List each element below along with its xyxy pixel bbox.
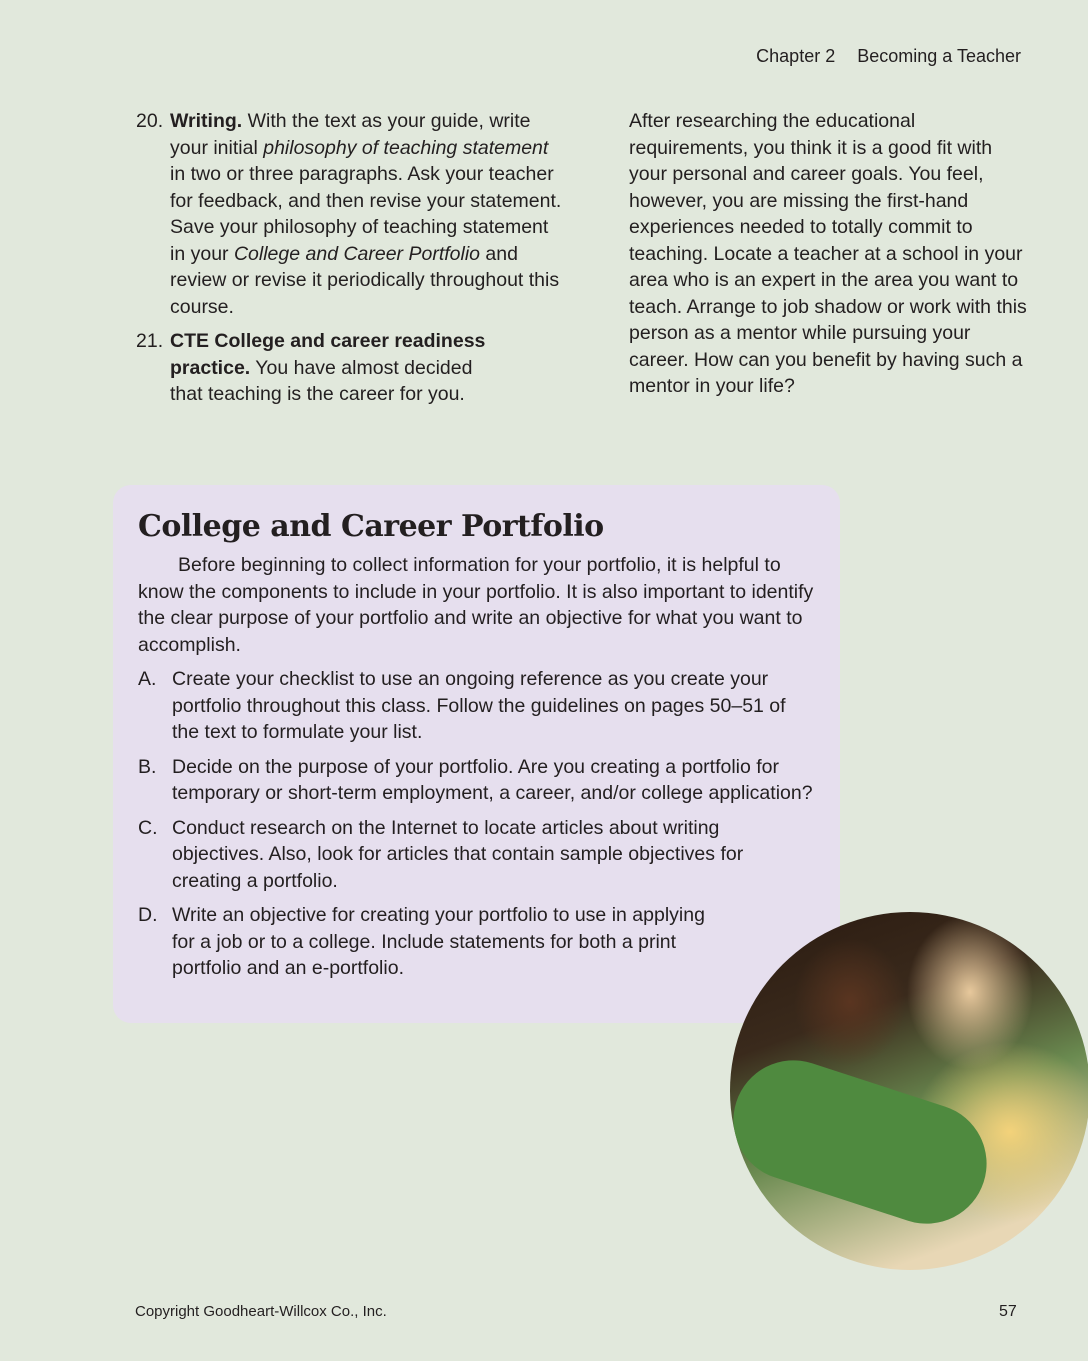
- list-item: [138, 815, 816, 895]
- list-item: [138, 754, 816, 807]
- students-photo: [730, 912, 1088, 1270]
- question-number: 20.: [136, 110, 164, 132]
- question-heading: Writing.: [170, 110, 243, 132]
- text: and review or revise it periodically throughout this course.: [170, 242, 560, 318]
- chapter-title: Becoming a Teacher: [857, 46, 1021, 66]
- portfolio-title: College and Career Portfolio: [138, 509, 604, 544]
- text: With the text as your guide, write your initial: [170, 110, 531, 159]
- copyright: Copyright Goodheart-Willcox Co., Inc.: [135, 1303, 387, 1320]
- portfolio-intro: Before beginning to collect information for your portfolio, it is helpful to know the components to include in your portfolio. It is also important to identify the clear purpose of your portfolio and write an objective for what you want to accomplish.: [138, 554, 814, 656]
- question-heading: CTE College and career readiness practice.: [170, 330, 486, 379]
- question-20: [136, 108, 566, 320]
- list-item: [138, 902, 730, 982]
- page-number: 57: [999, 1303, 1017, 1320]
- list-label: C.: [138, 816, 158, 839]
- question-21: [136, 328, 510, 408]
- list-text: Conduct research on the Internet to locate articles about writing objectives. Also, look for articles that contain sample objectives for creating a portfolio.: [172, 816, 744, 892]
- question-number: 21.: [136, 330, 164, 352]
- running-header: [734, 46, 1021, 67]
- emphasis: philosophy of teaching statement: [263, 136, 549, 159]
- right-column: After researching the educational requirements, you think it is a good fit with your personal and career goals. You feel, however, you are missing the first-hand experiences needed to totally commit to teaching. Locate a teacher at a school in your area who is an expert in the area you want to teach. Arrange to job shadow or work with this person as a mentor while pursuing your career. How can you benefit by having such a mentor in your life?: [629, 110, 1027, 397]
- list-label: B.: [138, 755, 157, 778]
- left-column: [136, 108, 566, 416]
- list-label: A.: [138, 668, 157, 690]
- list-text: Write an objective for creating your portfolio to use in applying for a job or to a college. Include statements for both a print portfolio and an e-portfolio.: [172, 904, 705, 979]
- chapter-label: Chapter 2: [756, 46, 836, 66]
- portfolio-box: [113, 485, 840, 1023]
- list-text: Decide on the purpose of your portfolio. Are you creating a portfolio for temporary or short-term employment, a career, and/or college application?: [172, 755, 813, 804]
- list-label: D.: [138, 904, 158, 926]
- photo-detail: [730, 1045, 1002, 1239]
- list-item: [138, 666, 816, 746]
- list-text: Create your checklist to use an ongoing reference as you create your portfolio throughout this class. Follow the guidelines on pages 50–51 of the text to formulate your list.: [172, 668, 786, 743]
- emphasis: College and Career Portfolio: [233, 242, 481, 265]
- text: You have almost decided that teaching is the career for you.: [170, 356, 473, 405]
- text: in two or three paragraphs. Ask your teacher for feedback, and then revise your statement. Save your philosophy of teaching statement in your: [170, 163, 562, 265]
